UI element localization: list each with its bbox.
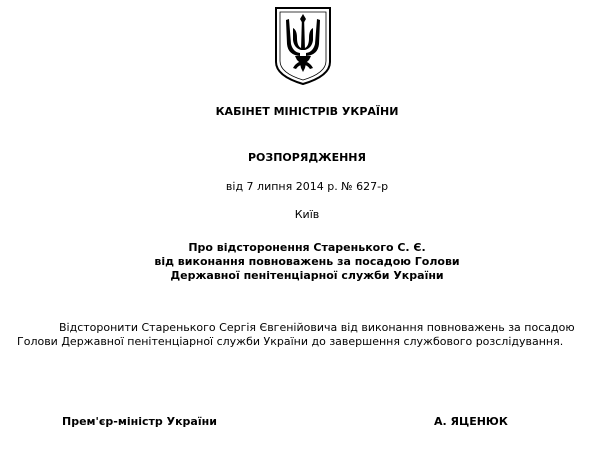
title-line: від виконання повноважень за посадою Голови (154, 255, 460, 268)
document-body (17, 321, 607, 349)
document-title (0, 241, 614, 283)
signatory-position: Прем'єр-міністр України (62, 415, 217, 428)
act-city: Київ (294, 208, 320, 221)
ukraine-coat-of-arms-icon (273, 6, 333, 86)
cabinet-heading: КАБІНЕТ МІНІСТРІВ УКРАЇНИ (215, 105, 399, 118)
body-line: Голови Державної пенітенціарної служби України до завершення службового розслідування. (17, 335, 564, 348)
body-line: Відсторонити Старенького Сергія Євгенійовича від виконання повноважень за посадою (59, 321, 575, 334)
title-line: Державної пенітенціарної служби України (170, 269, 444, 282)
signatory-name: А. ЯЦЕНЮК (434, 415, 508, 428)
act-type-heading: РОЗПОРЯДЖЕННЯ (248, 151, 366, 164)
act-date: від 7 липня 2014 р. № 627-р (225, 180, 389, 193)
title-line: Про відсторонення Старенького С. Є. (188, 241, 426, 254)
